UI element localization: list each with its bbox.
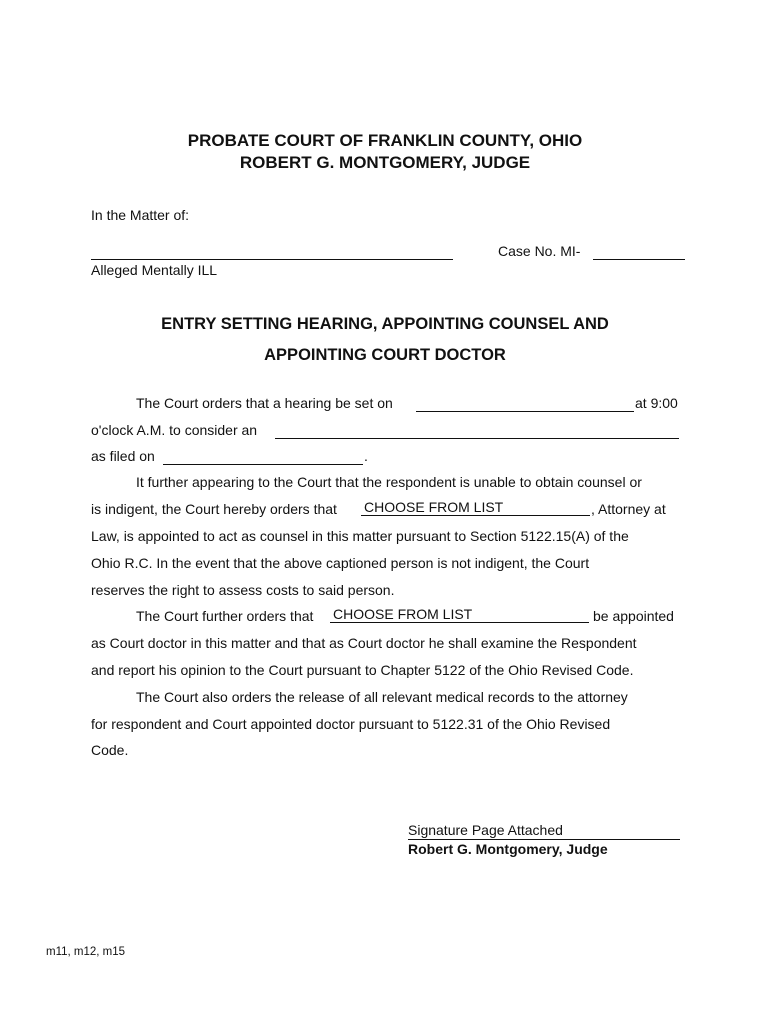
filed-on-period: .	[364, 448, 368, 464]
hearing-text: The Court orders that a hearing be set on	[136, 395, 393, 411]
case-number-label: Case No. MI-	[498, 243, 581, 259]
doctor-text-2: as Court doctor in this matter and that as Court doctor he shall examine the Respondent	[91, 635, 637, 651]
filed-on-text: as filed on	[91, 448, 155, 464]
filed-on-date-field[interactable]	[163, 447, 363, 465]
signature-line	[408, 823, 680, 840]
doctor-text-1: The Court further orders that	[136, 608, 314, 624]
be-appointed-text: be appointed	[593, 608, 674, 624]
judge-signature-name: Robert G. Montgomery, Judge	[408, 841, 608, 857]
hearing-date-field[interactable]	[416, 394, 634, 412]
respondent-name-field[interactable]	[91, 242, 453, 260]
attorney-select[interactable]: CHOOSE FROM LIST	[361, 498, 590, 516]
case-number-field[interactable]	[593, 242, 685, 260]
records-text-1: The Court also orders the release of all relevant medical records to the attorney	[136, 689, 628, 705]
attorney-at-text: , Attorney at	[591, 501, 666, 517]
records-text-2: for respondent and Court appointed doctor pursuant to 5122.31 of the Ohio Revised	[91, 716, 611, 732]
counsel-text-5: reserves the right to assess costs to said person.	[91, 582, 395, 598]
records-text-3: Code.	[91, 742, 129, 758]
consider-text: o'clock A.M. to consider an	[91, 422, 258, 438]
counsel-text-4: Ohio R.C. In the event that the above captioned person is not indigent, the Court	[91, 555, 590, 571]
judge-name: ROBERT G. MONTGOMERY, JUDGE	[239, 153, 531, 172]
hearing-time-text: at 9:00	[635, 395, 678, 411]
alleged-mentally-ill-label: Alleged Mentally ILL	[91, 262, 218, 278]
counsel-text-1: It further appearing to the Court that the respondent is unable to obtain counsel or	[136, 474, 642, 490]
entry-title-line-1: ENTRY SETTING HEARING, APPOINTING COUNSEL AND	[161, 315, 609, 333]
entry-title-line-2: APPOINTING COURT DOCTOR	[264, 346, 506, 364]
signature-attached-text: Signature Page Attached	[408, 822, 563, 838]
consider-field[interactable]	[275, 421, 679, 439]
counsel-text-3: Law, is appointed to act as counsel in this matter pursuant to Section 5122.15(A) of the	[91, 528, 629, 544]
doctor-select[interactable]: CHOOSE FROM LIST	[330, 605, 589, 623]
form-codes: m11, m12, m15	[46, 946, 126, 958]
counsel-text-2: is indigent, the Court hereby orders that	[91, 501, 337, 517]
doctor-text-3: and report his opinion to the Court pursuant to Chapter 5122 of the Ohio Revised Code.	[91, 662, 634, 678]
in-the-matter-label: In the Matter of:	[91, 207, 190, 223]
court-name: PROBATE COURT OF FRANKLIN COUNTY, OHIO	[187, 131, 583, 150]
